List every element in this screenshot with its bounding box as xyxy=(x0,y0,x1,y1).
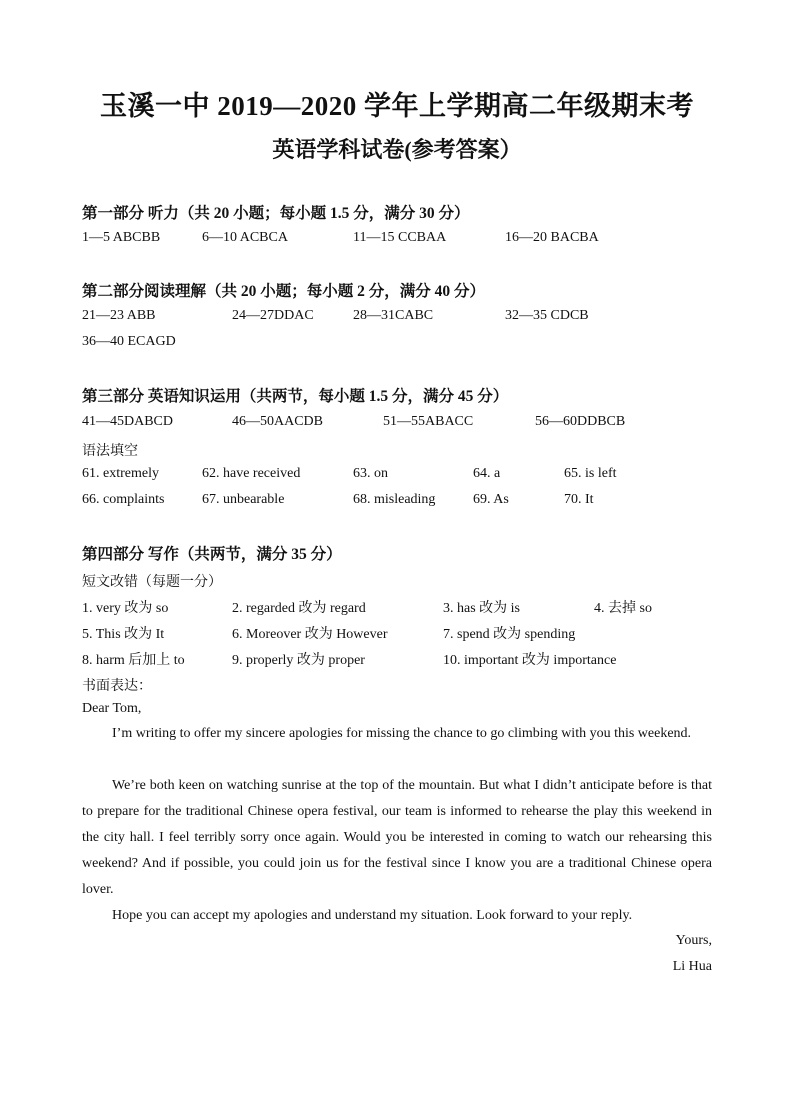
correction-row xyxy=(0,597,794,619)
correction-item: 8. harm 后加上 to xyxy=(82,653,185,668)
writing-label: 书面表达： xyxy=(82,679,152,694)
letter-paragraph: I’m writing to offer my sincere apologies for missing the chance to go climbing with you this weekend. xyxy=(112,726,692,741)
correction-row xyxy=(0,623,794,645)
part1-heading: 第一部分 听力（共 20 小题；每小题 1.5 分，满分 30 分） xyxy=(82,205,470,222)
correction-item: 5. This 改为 It xyxy=(82,627,165,642)
grammar-answer: 62. have received xyxy=(202,466,301,481)
letter-paragraph: We’re both keen on watching sunrise at the top of the mountain. But what I didn’t anticipate before is that to prepare for the traditional Chinese opera festival, our team is informed to rehearse the play this weekend in the city hall. I feel terribly sorry once again. Would you be interested in coming to watch our rehearsing this weekend? And if possible, you could join us for the festival since I know you are a traditional Chinese opera lover. xyxy=(82,778,712,897)
letter-paragraph: Hope you can accept my apologies and understand my situation. Look forward to your reply. xyxy=(112,908,633,923)
correction-item: 9. properly 改为 proper xyxy=(232,653,365,668)
grammar-answer: 68. misleading xyxy=(353,492,436,507)
answer-group: 32—35 CDCB xyxy=(505,308,589,323)
grammar-answer: 69. As xyxy=(473,492,509,507)
answer-group: 56—60DDBCB xyxy=(535,414,626,429)
answer-group: 11—15 CCBAA xyxy=(353,230,447,245)
grammar-answer: 66. complaints xyxy=(82,492,165,507)
grammar-answer-row xyxy=(0,492,794,514)
part4-heading: 第四部分 写作（共两节，满分 35 分） xyxy=(82,546,342,563)
part1-answer-row xyxy=(0,230,794,252)
document-subtitle: 英语学科试卷(参考答案） xyxy=(272,137,522,162)
grammar-answer: 70. It xyxy=(564,492,594,507)
grammar-fill-label: 语法填空 xyxy=(82,444,138,459)
correction-item: 1. very 改为 so xyxy=(82,601,169,616)
correction-item: 3. has 改为 is xyxy=(443,601,520,616)
grammar-answer: 64. a xyxy=(473,466,501,481)
grammar-answer: 61. extremely xyxy=(82,466,159,481)
grammar-answer: 65. is left xyxy=(564,466,617,481)
letter-signature: Li Hua xyxy=(672,959,712,974)
grammar-answer: 67. unbearable xyxy=(202,492,285,507)
part2-answer-row xyxy=(0,334,794,356)
part2-heading: 第二部分阅读理解（共 20 小题；每小题 2 分，满分 40 分） xyxy=(82,283,486,300)
answer-group: 51—55ABACC xyxy=(383,414,474,429)
answer-group: 1—5 ABCBB xyxy=(82,230,161,245)
letter-closing: Yours, xyxy=(675,933,712,948)
grammar-answer: 63. on xyxy=(353,466,388,481)
correction-item: 6. Moreover 改为 However xyxy=(232,627,388,642)
answer-group: 41—45DABCD xyxy=(82,414,174,429)
answer-group: 24—27DDAC xyxy=(232,308,314,323)
answer-group: 28—31CABC xyxy=(353,308,434,323)
answer-group: 16—20 BACBA xyxy=(505,230,599,245)
answer-group: 21—23 ABB xyxy=(82,308,156,323)
correction-item: 10. important 改为 importance xyxy=(443,653,617,668)
letter-salutation: Dear Tom, xyxy=(82,701,142,716)
grammar-answer-row xyxy=(0,466,794,488)
part3-answer-row xyxy=(0,414,794,436)
correction-row xyxy=(0,649,794,671)
correction-item: 7. spend 改为 spending xyxy=(443,627,576,642)
answer-group: 46—50AACDB xyxy=(232,414,324,429)
part2-answer-row xyxy=(0,308,794,330)
part3-heading: 第三部分 英语知识运用（共两节，每小题 1.5 分，满分 45 分） xyxy=(82,388,509,405)
correction-item: 2. regarded 改为 regard xyxy=(232,601,366,616)
document-title: 玉溪一中 2019—2020 学年上学期高二年级期末考 xyxy=(100,91,694,121)
answer-group: 36—40 ECAGD xyxy=(82,334,176,349)
correction-item: 4. 去掉 so xyxy=(594,601,652,616)
answer-group: 6—10 ACBCA xyxy=(202,230,288,245)
error-correction-label: 短文改错（每题一分） xyxy=(82,575,222,590)
